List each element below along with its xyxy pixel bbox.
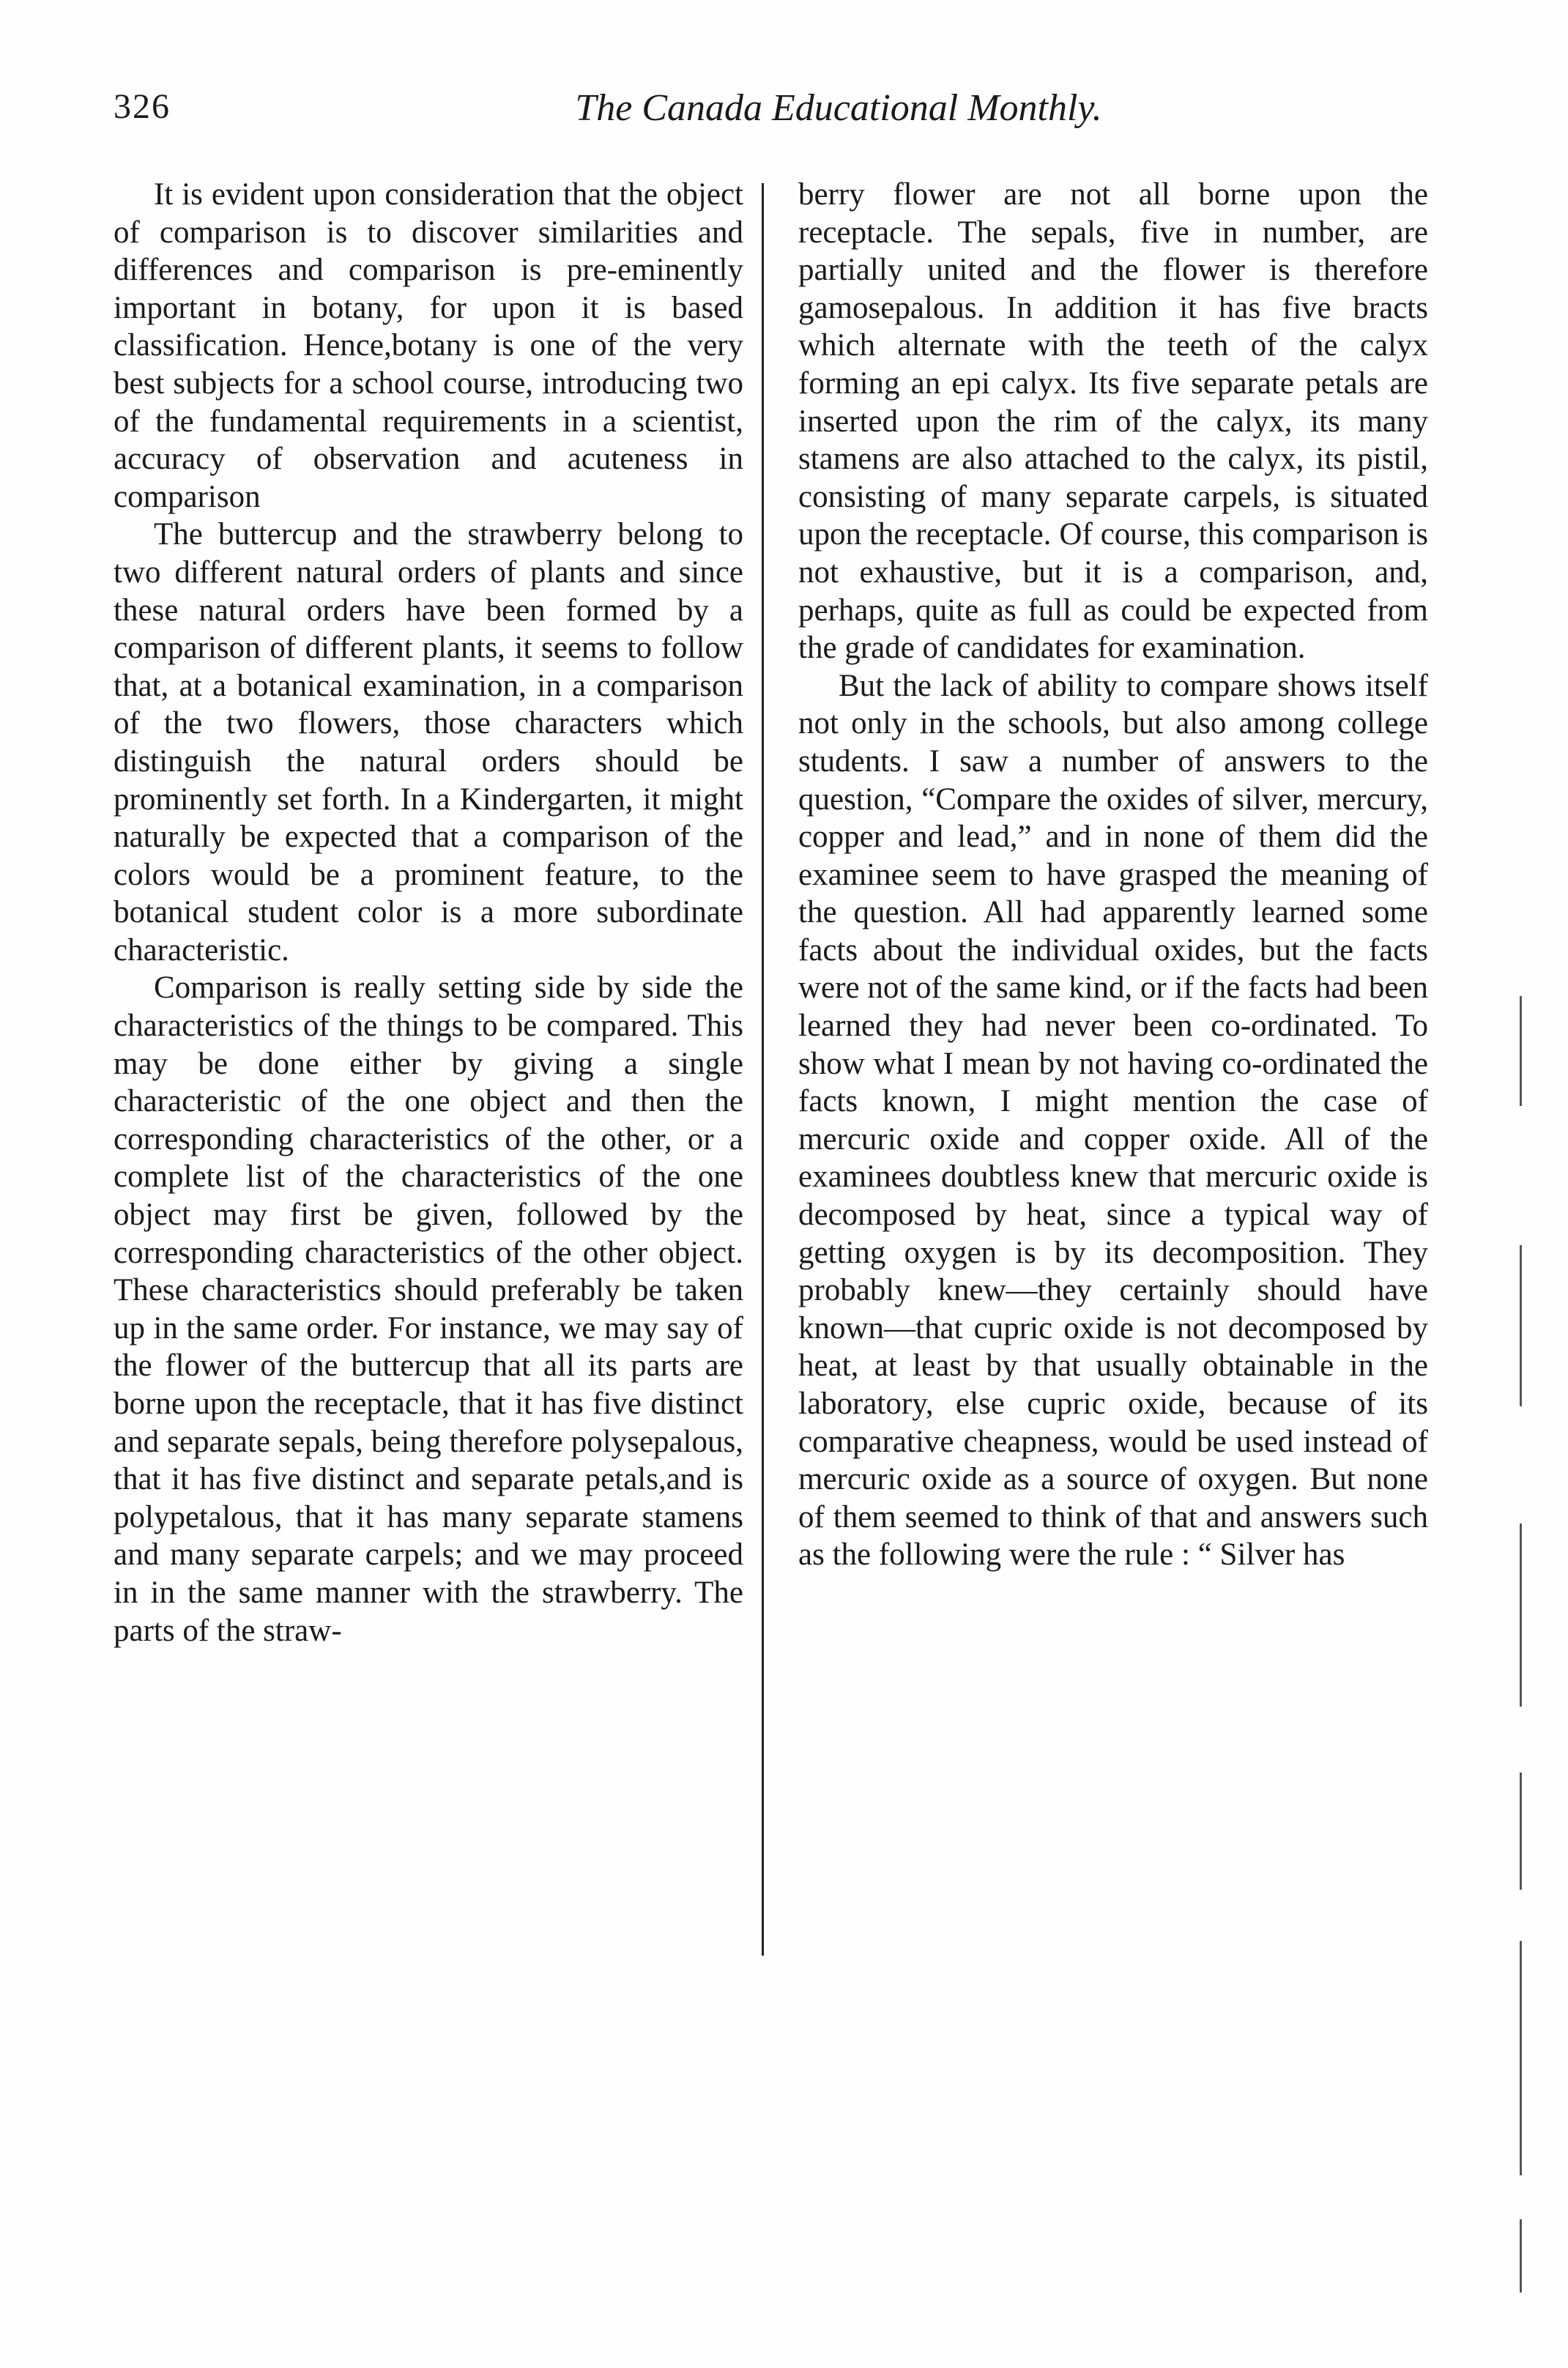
scan-edge-mark	[1520, 2219, 1522, 2293]
paragraph: The buttercup and the strawberry belong to two different natural orders of plants and since these natural orders have been formed by a comparison of different plants, it seems to follow that, at a botanical examination, in a comparison of the two flowers, those characters which distinguish the natural orders should be prominently set forth. In a Kindergarten, it might naturally be expected that a comparison of the colors would be a prominent feature, to the botanical student color is a more subordinate characteristic.	[114, 517, 743, 968]
page-number: 326	[114, 87, 171, 126]
scan-edge-mark	[1520, 1523, 1522, 1707]
scan-edge-mark	[1520, 1941, 1522, 2175]
scan-edge-mark	[1520, 1245, 1522, 1406]
right-column	[798, 176, 1428, 1574]
left-column	[114, 176, 743, 1649]
scan-edge-mark	[1520, 996, 1522, 1106]
column-divider	[762, 183, 764, 1956]
paragraph: Comparison is really setting side by side the characteristics of the things to be compared. This may be done either by giving a single characteristic of the one object and then the corresponding characteristics of the other, or a complete list of the characteristics of the one object may first be given, followed by the corresponding characteristics of the other object. These characteristics should preferably be taken up in the same order. For instance, we may say of the flower of the buttercup that all its parts are borne upon the receptacle, that it has five distinct and separate sepals, being therefore polysepalous, that it has five distinct and separate petals,and is polypetalous, that it has many separate stamens and many separate carpels; and we may proceed in in the same manner with the strawberry. The parts of the straw-	[114, 970, 743, 1648]
running-title: The Canada Educational Monthly.	[575, 87, 1102, 129]
page-header	[114, 86, 1395, 145]
paragraph: But the lack of ability to compare shows itself not only in the schools, but also among college students. I saw a number of answers to the question, “Compare the oxides of silver, mercury, copper and lead,” and in none of them did the examinee seem to have grasped the meaning of the question. All had apparently learned some facts about the individual oxides, but the facts were not of the same kind, or if the facts had been learned they had never been co-ordinated. To show what I mean by not having co-ordinated the facts known, I might mention the case of mercuric oxide and copper oxide. All of the examinees doubtless knew that mercuric oxide is decomposed by heat, since a typical way of getting oxygen is by its decomposition. They probably knew—they certainly should have known—that cupric oxide is not decomposed by heat, at least by that usually obtainable in the laboratory, else cupric oxide, because of its comparative cheapness, would be used instead of mercuric oxide as a source of oxygen. But none of them seemed to think of that and answers such as the following were the rule : “ Silver has	[798, 668, 1428, 1573]
paragraph-continuation: berry flower are not all borne upon the receptacle. The sepals, five in number, are partially united and the flower is therefore gamosepalous. In addition it has five bracts which alternate with the teeth of the calyx forming an epi calyx. Its five separate petals are inserted upon the rim of the calyx, its many stamens are also attached to the calyx, its pistil, consisting of many separate carpels, is situated upon the receptacle. Of course, this comparison is not exhaustive, but it is a comparison, and, perhaps, quite as full as could be expected from the grade of candidates for examination.	[798, 177, 1428, 666]
scan-edge-mark	[1520, 1773, 1522, 1890]
paragraph: It is evident upon consideration that the object of comparison is to discover similarities and differences and comparison is pre-eminently important in botany, for upon it is based classification. Hence,botany is one of the very best subjects for a school course, introducing two of the fundamental requirements in a scientist, accuracy of observation and acuteness in comparison	[114, 177, 743, 514]
